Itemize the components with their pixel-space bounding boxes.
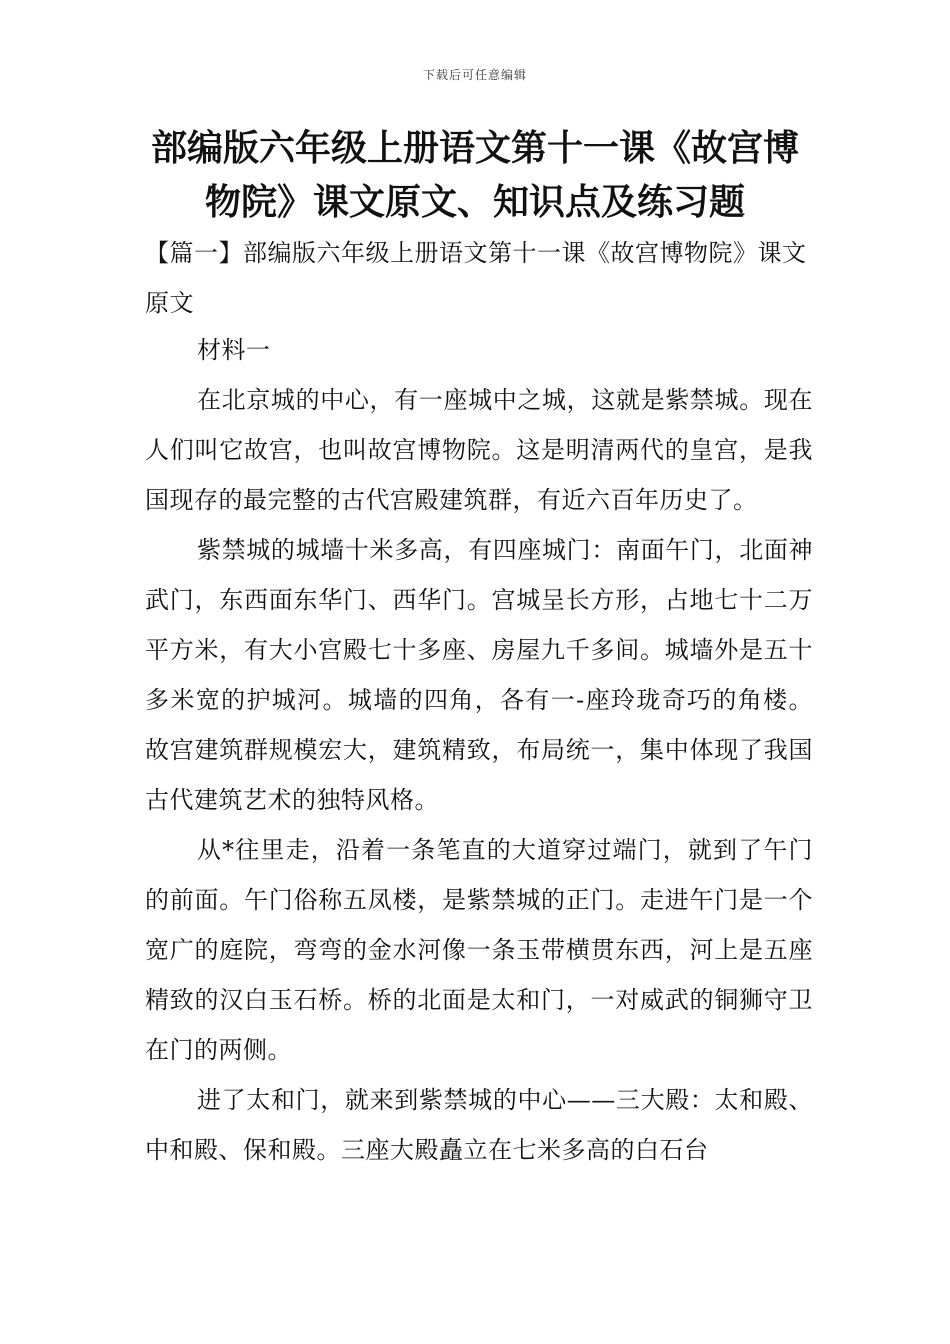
paragraph: 紫禁城的城墙十米多高，有四座城门：南面午门，北面神武门，东西面东华门、西华门。宫城呈长方形，占地七十二万平方米，有大小宫殿七十多座、房屋九千多间。城墙外是五十多米宽的护城河。城墙的四角，各有一-座玲珑奇巧的角楼。故宫建筑群规模宏大，建筑精致，布局统一，集中体现了我国古代建筑艺术的独特风格。 (145, 536, 813, 814)
paragraph: 在北京城的中心，有一座城中之城，这就是紫禁城。现在人们叫它故宫，也叫故宫博物院。这是明清两代的皇宫，是我国现存的最完整的古代宫殿建筑群，有近六百年历史了。 (145, 386, 813, 514)
header-note: 下载后可任意编辑 (422, 68, 527, 82)
section-heading: 【篇一】部编版六年级上册语文第十一课《故宫博物院》课文原文 (145, 239, 807, 317)
paragraph: 从*往里走，沿着一条笔直的大道穿过端门，就到了午门的前面。午门俗称五凤楼，是紫禁城的正门。走进午门是一个宽广的庭院，弯弯的金水河像一条玉带横贯东西，河上是五座精致的汉白玉石桥。桥的北面是太和门，一对威武的铜狮守卫在门的两侧。 (145, 836, 813, 1064)
body-text (145, 325, 813, 1175)
document-title: 部编版六年级上册语文第十一课《故宫博物院》课文原文、知识点及练习题 (150, 128, 799, 223)
paragraph: 材料一 (197, 336, 271, 364)
paragraph: 进了太和门，就来到紫禁城的中心——三大殿：太和殿、中和殿、保和殿。三座大殿矗立在七米多高的白石台 (145, 1086, 813, 1164)
